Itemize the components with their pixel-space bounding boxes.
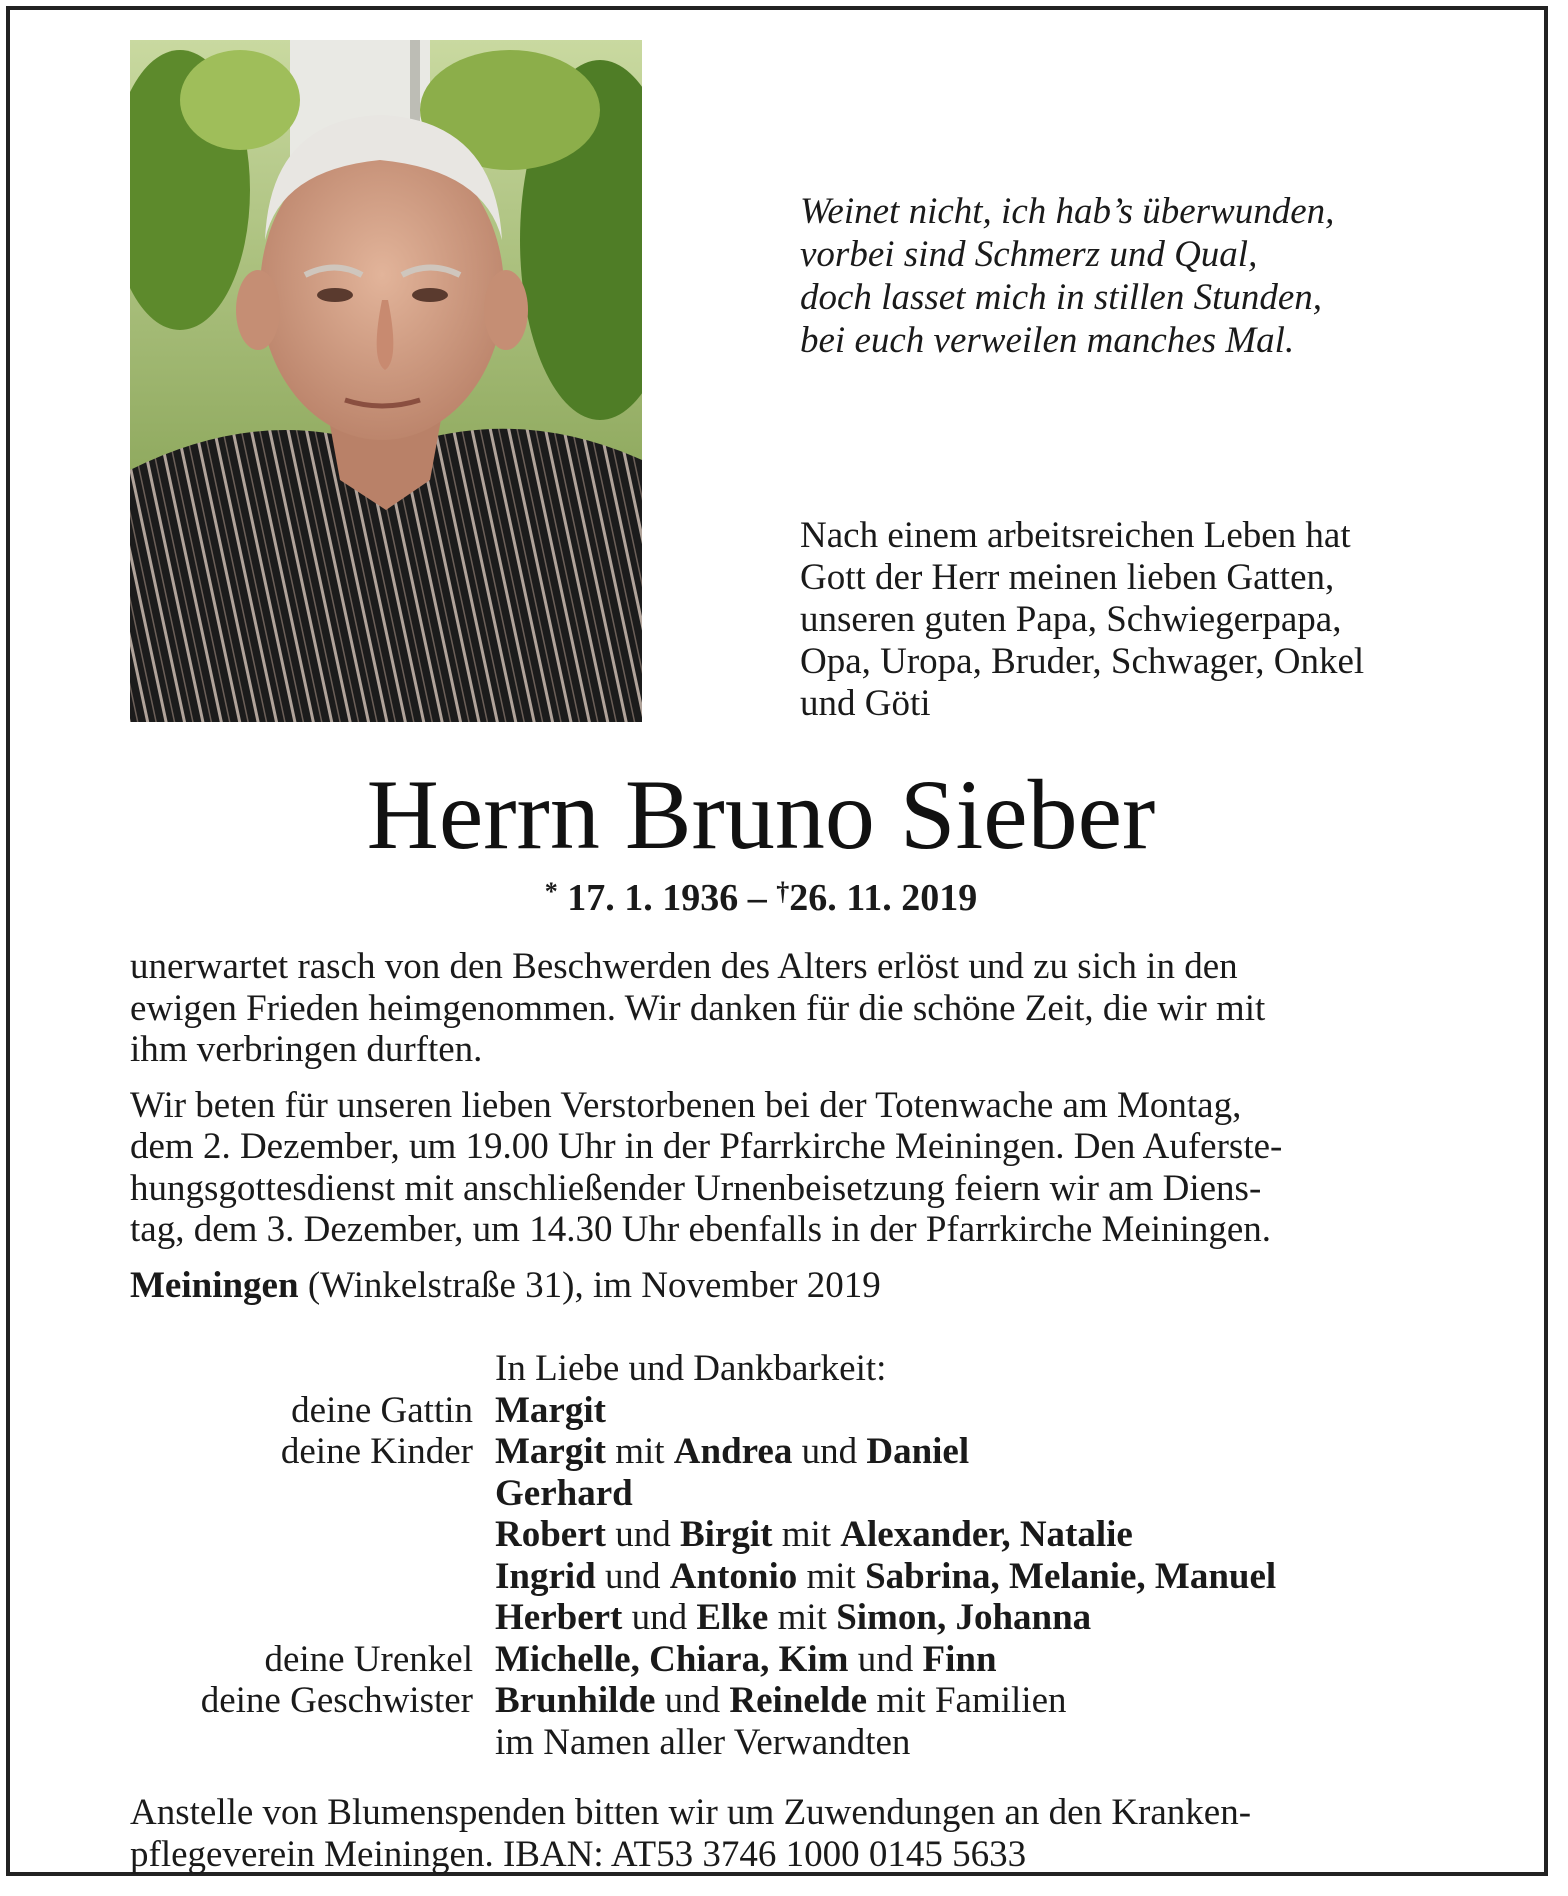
family-members bbox=[495, 1431, 969, 1473]
family-members bbox=[495, 1722, 910, 1764]
connector-text: mit bbox=[605, 1431, 674, 1472]
family-relation-label bbox=[130, 1722, 495, 1764]
connector-text: und bbox=[605, 1514, 680, 1555]
intro-line: und Göti bbox=[800, 683, 931, 724]
family-row bbox=[130, 1597, 1276, 1639]
poem-line: doch lasset mich in stillen Stunden, bbox=[800, 277, 1323, 318]
member-name: Simon, Johanna bbox=[836, 1597, 1092, 1638]
member-name: Herbert bbox=[495, 1597, 623, 1638]
family-row bbox=[130, 1680, 1276, 1722]
family-relation-label bbox=[130, 1556, 495, 1598]
member-name: Reinelde bbox=[729, 1680, 868, 1721]
connector-text: und bbox=[655, 1680, 730, 1721]
connector-text: mit Familien bbox=[867, 1680, 1067, 1721]
connector-text: und bbox=[595, 1555, 670, 1597]
body-line: Wir beten für unseren lieben Verstorbenen bei der Totenwache am Montag, bbox=[130, 1084, 1242, 1126]
family-relation-label bbox=[130, 1473, 495, 1515]
body-line: tag, dem 3. Dezember, um 14.30 Uhr ebenfalls in der Pfarrkirche Meiningen. bbox=[130, 1209, 1272, 1250]
family-members bbox=[495, 1597, 1091, 1639]
member-name: Daniel bbox=[866, 1431, 970, 1472]
member-name: Brunhilde bbox=[495, 1680, 656, 1721]
connector-text: im Namen aller Verwandten bbox=[495, 1721, 911, 1763]
family-members bbox=[495, 1639, 997, 1681]
family-row bbox=[130, 1556, 1276, 1598]
member-name: Andrea bbox=[673, 1431, 793, 1472]
family-row bbox=[130, 1722, 1276, 1764]
body-line: ewigen Frieden heimgenommen. Wir danken für die schöne Zeit, die wir mit bbox=[130, 987, 1266, 1029]
member-name: Antonio bbox=[669, 1555, 798, 1597]
donation-note bbox=[130, 1792, 1251, 1875]
deceased-name: Herrn Bruno Sieber bbox=[366, 759, 1156, 870]
family-members bbox=[495, 1556, 1276, 1598]
connector-text: und bbox=[792, 1431, 867, 1472]
family-row bbox=[130, 1514, 1276, 1556]
family-members bbox=[495, 1473, 633, 1515]
family-row bbox=[130, 1431, 1276, 1473]
member-name: Alexander, Natalie bbox=[840, 1514, 1133, 1555]
announcement-body bbox=[130, 946, 1460, 1306]
place-rest: (Winkelstraße 31), im November 2019 bbox=[298, 1264, 881, 1306]
family-relation-label: deine Kinder bbox=[280, 1431, 473, 1472]
date-separator: – bbox=[747, 877, 767, 919]
family-relation-label bbox=[130, 1514, 495, 1556]
poem-line: vorbei sind Schmerz und Qual, bbox=[800, 234, 1258, 275]
portrait-photo bbox=[130, 40, 642, 722]
footer-line: pflegeverein Meiningen. IBAN: AT53 3746 1000 0145 5633 bbox=[130, 1833, 1027, 1875]
body-line: unerwartet rasch von den Beschwerden des Alters erlöst und zu sich in den bbox=[130, 946, 1238, 987]
family-row bbox=[130, 1639, 1276, 1681]
connector-text: mit bbox=[772, 1514, 841, 1555]
family-relation-label: deine Geschwister bbox=[200, 1680, 473, 1721]
death-symbol: † bbox=[776, 877, 790, 906]
family-members bbox=[495, 1390, 606, 1432]
birth-date: 17. 1. 1936 bbox=[567, 877, 739, 919]
family-list bbox=[130, 1348, 1276, 1763]
member-name: Michelle, Chiara, Kim bbox=[495, 1638, 849, 1680]
member-name: Margit bbox=[495, 1389, 606, 1431]
body-line: hungsgottesdienst mit anschließender Urnenbeisetzung feiern wir am Diens- bbox=[130, 1167, 1262, 1209]
family-heading: In Liebe und Dankbarkeit: bbox=[495, 1348, 887, 1389]
family-members bbox=[495, 1680, 1067, 1722]
life-dates bbox=[0, 876, 1528, 920]
connector-text: mit bbox=[768, 1597, 837, 1638]
family-row bbox=[130, 1473, 1276, 1515]
death-date: 26. 11. 2019 bbox=[789, 877, 978, 919]
family-heading-row bbox=[130, 1348, 1276, 1390]
family-members bbox=[495, 1514, 1133, 1556]
poem-line: Weinet nicht, ich hab’s überwunden, bbox=[800, 191, 1335, 232]
poem bbox=[800, 190, 1334, 362]
intro-text bbox=[800, 515, 1364, 725]
member-name: Margit bbox=[495, 1431, 606, 1472]
body-line: dem 2. Dezember, um 19.00 Uhr in der Pfarrkirche Meiningen. Den Auferste- bbox=[130, 1126, 1283, 1167]
body-line: ihm verbringen durften. bbox=[130, 1029, 483, 1070]
member-name: Gerhard bbox=[495, 1472, 633, 1514]
member-name: Robert bbox=[495, 1514, 606, 1555]
intro-line: Gott der Herr meinen lieben Gatten, bbox=[800, 557, 1335, 598]
member-name: Elke bbox=[696, 1597, 769, 1638]
footer-line: Anstelle von Blumenspenden bitten wir um Zuwendungen an den Kranken- bbox=[130, 1792, 1252, 1833]
family-relation-label: deine Urenkel bbox=[264, 1638, 473, 1680]
member-name: Finn bbox=[922, 1638, 997, 1680]
intro-line: unseren guten Papa, Schwiegerpapa, bbox=[800, 599, 1342, 640]
connector-text: mit bbox=[797, 1555, 866, 1597]
member-name: Sabrina, Melanie, Manuel bbox=[865, 1555, 1277, 1597]
family-row bbox=[130, 1390, 1276, 1432]
connector-text: und bbox=[848, 1638, 923, 1680]
connector-text: und bbox=[622, 1597, 697, 1638]
poem-line: bei euch verweilen manches Mal. bbox=[800, 320, 1295, 361]
service-paragraph bbox=[130, 1085, 1460, 1251]
birth-symbol: * bbox=[544, 877, 558, 906]
place-date-line bbox=[130, 1265, 1460, 1307]
family-relation-label bbox=[130, 1597, 495, 1639]
intro-line: Opa, Uropa, Bruder, Schwager, Onkel bbox=[800, 641, 1365, 682]
place-town: Meiningen bbox=[130, 1264, 299, 1306]
member-name: Birgit bbox=[679, 1514, 773, 1555]
family-relation-label: deine Gattin bbox=[291, 1389, 473, 1431]
intro-line: Nach einem arbeitsreichen Leben hat bbox=[800, 515, 1351, 556]
member-name: Ingrid bbox=[495, 1555, 596, 1597]
obituary-frame bbox=[6, 6, 1548, 1876]
